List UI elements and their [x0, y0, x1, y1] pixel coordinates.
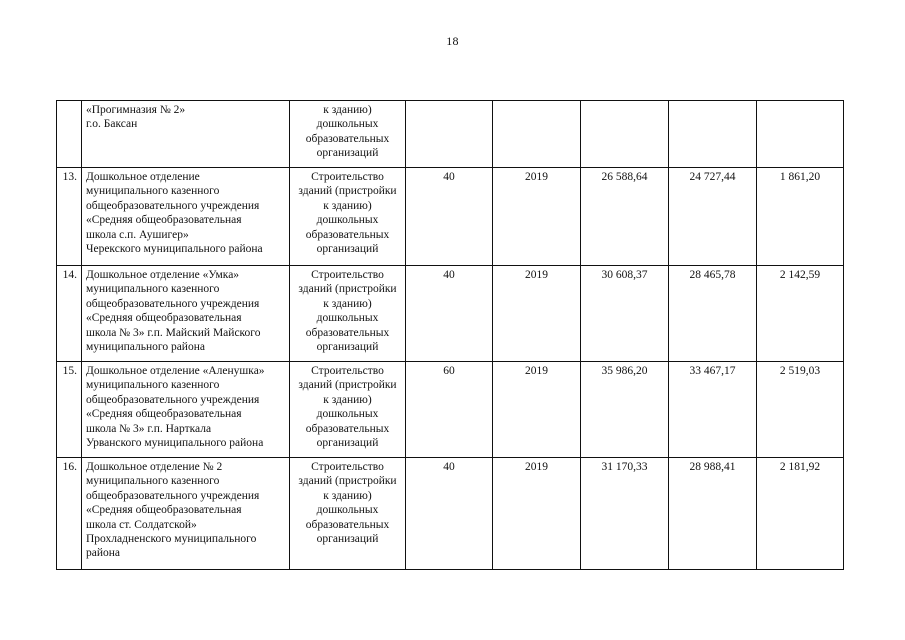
organization-name-line: муниципального казенного [86, 185, 220, 198]
federal-funds-cell: 33 467,17 [669, 362, 757, 458]
work-type-line: дошкольных [316, 214, 379, 227]
work-type-line: зданий (пристройки [298, 475, 397, 488]
table-row [57, 362, 844, 458]
organization-name-line: Прохладненского муниципального [86, 533, 257, 546]
total-cost-cell [581, 101, 669, 168]
work-type-line: к зданию) [323, 297, 372, 310]
organization-name-line: Черекского муниципального района [86, 243, 263, 256]
organization-name-line: района [86, 547, 121, 560]
total-cost-cell: 26 588,64 [581, 168, 669, 266]
total-cost-cell: 31 170,33 [581, 458, 669, 570]
objects-table [56, 100, 844, 570]
regional-funds-cell: 2 519,03 [757, 362, 844, 458]
organization-name-cell [82, 168, 290, 266]
organization-name-line: «Средняя общеобразовательная [86, 214, 242, 227]
work-type-line: образовательных [305, 422, 390, 435]
row-number-cell [57, 101, 82, 168]
organization-name-line: муниципального казенного [86, 379, 220, 392]
work-type-line: организаций [316, 533, 379, 546]
capacity-cell: 40 [406, 458, 493, 570]
work-type-line: Строительство [311, 269, 384, 281]
work-type-line: зданий (пристройки [298, 185, 397, 198]
year-cell: 2019 [493, 168, 581, 266]
table-body [57, 101, 844, 570]
work-type-cell [290, 101, 406, 168]
work-type-line: зданий (пристройки [298, 283, 397, 296]
work-type-line: образовательных [305, 518, 390, 531]
regional-funds-cell: 2 181,92 [757, 458, 844, 570]
organization-name-line: общеобразовательного учреждения [86, 297, 260, 310]
regional-funds-cell: 2 142,59 [757, 266, 844, 362]
organization-name-line: «Прогимназия № 2» [86, 104, 186, 116]
organization-name-line: муниципального казенного [86, 283, 220, 296]
work-type-line: образовательных [305, 326, 390, 339]
work-type-cell [290, 266, 406, 362]
work-type-cell [290, 168, 406, 266]
organization-name-line: «Средняя общеобразовательная [86, 312, 242, 325]
federal-funds-cell [669, 101, 757, 168]
organization-name-cell [82, 362, 290, 458]
regional-funds-cell [757, 101, 844, 168]
work-type-line: Строительство [311, 461, 384, 473]
organization-name-line: школа ст. Солдатской» [86, 518, 197, 531]
table-row [57, 458, 844, 570]
capacity-cell: 60 [406, 362, 493, 458]
organization-name-cell [82, 101, 290, 168]
year-cell: 2019 [493, 362, 581, 458]
year-cell: 2019 [493, 266, 581, 362]
organization-name-line: муниципального района [86, 341, 205, 354]
row-number-cell: 14. [57, 266, 82, 362]
organization-name-line: школа с.п. Аушигер» [86, 228, 189, 241]
work-type-line: зданий (пристройки [298, 379, 397, 392]
work-type-cell [290, 458, 406, 570]
work-type-line: к зданию) [323, 489, 372, 502]
organization-name-line: Дошкольное отделение [86, 171, 200, 183]
row-number-cell: 16. [57, 458, 82, 570]
work-type-line: организаций [316, 243, 379, 256]
organization-name-line: Урванского муниципального района [86, 437, 264, 450]
work-type-line: организаций [316, 147, 379, 160]
work-type-line: Строительство [311, 171, 384, 183]
work-type-line: дошкольных [316, 504, 379, 517]
organization-name-line: «Средняя общеобразовательная [86, 408, 242, 421]
table-row [57, 168, 844, 266]
year-cell [493, 101, 581, 168]
total-cost-cell: 35 986,20 [581, 362, 669, 458]
capacity-cell: 40 [406, 266, 493, 362]
organization-name-line: Дошкольное отделение «Умка» [86, 269, 240, 281]
work-type-line: дошкольных [316, 408, 379, 421]
work-type-line: образовательных [305, 228, 390, 241]
organization-name-line: «Средняя общеобразовательная [86, 504, 242, 517]
federal-funds-cell: 28 988,41 [669, 458, 757, 570]
work-type-line: к зданию) [323, 199, 372, 212]
organization-name-line: общеобразовательного учреждения [86, 393, 260, 406]
organization-name-line: школа № 3» г.п. Нарткала [86, 422, 212, 435]
page-number: 18 [446, 34, 459, 48]
capacity-cell: 40 [406, 168, 493, 266]
work-type-line: организаций [316, 437, 379, 450]
work-type-line: дошкольных [316, 118, 379, 131]
row-number-cell: 13. [57, 168, 82, 266]
work-type-line: Строительство [311, 365, 384, 377]
organization-name-line: Дошкольное отделение «Аленушка» [86, 365, 265, 377]
capacity-cell [406, 101, 493, 168]
organization-name-line: Дошкольное отделение № 2 [86, 461, 223, 473]
organization-name-line: муниципального казенного [86, 475, 220, 488]
organization-name-line: общеобразовательного учреждения [86, 489, 260, 502]
work-type-line: организаций [316, 341, 379, 354]
row-number-cell: 15. [57, 362, 82, 458]
work-type-cell [290, 362, 406, 458]
table-row [57, 101, 844, 168]
federal-funds-cell: 28 465,78 [669, 266, 757, 362]
work-type-line: дошкольных [316, 312, 379, 325]
table-row [57, 266, 844, 362]
federal-funds-cell: 24 727,44 [669, 168, 757, 266]
organization-name-cell [82, 266, 290, 362]
work-type-line: образовательных [305, 132, 390, 145]
work-type-line: к зданию) [323, 104, 372, 116]
organization-name-line: общеобразовательного учреждения [86, 199, 260, 212]
total-cost-cell: 30 608,37 [581, 266, 669, 362]
year-cell: 2019 [493, 458, 581, 570]
organization-name-line: школа № 3» г.п. Майский Майского [86, 326, 261, 339]
regional-funds-cell: 1 861,20 [757, 168, 844, 266]
organization-name-cell [82, 458, 290, 570]
organization-name-line: г.о. Баксан [86, 118, 138, 131]
work-type-line: к зданию) [323, 393, 372, 406]
